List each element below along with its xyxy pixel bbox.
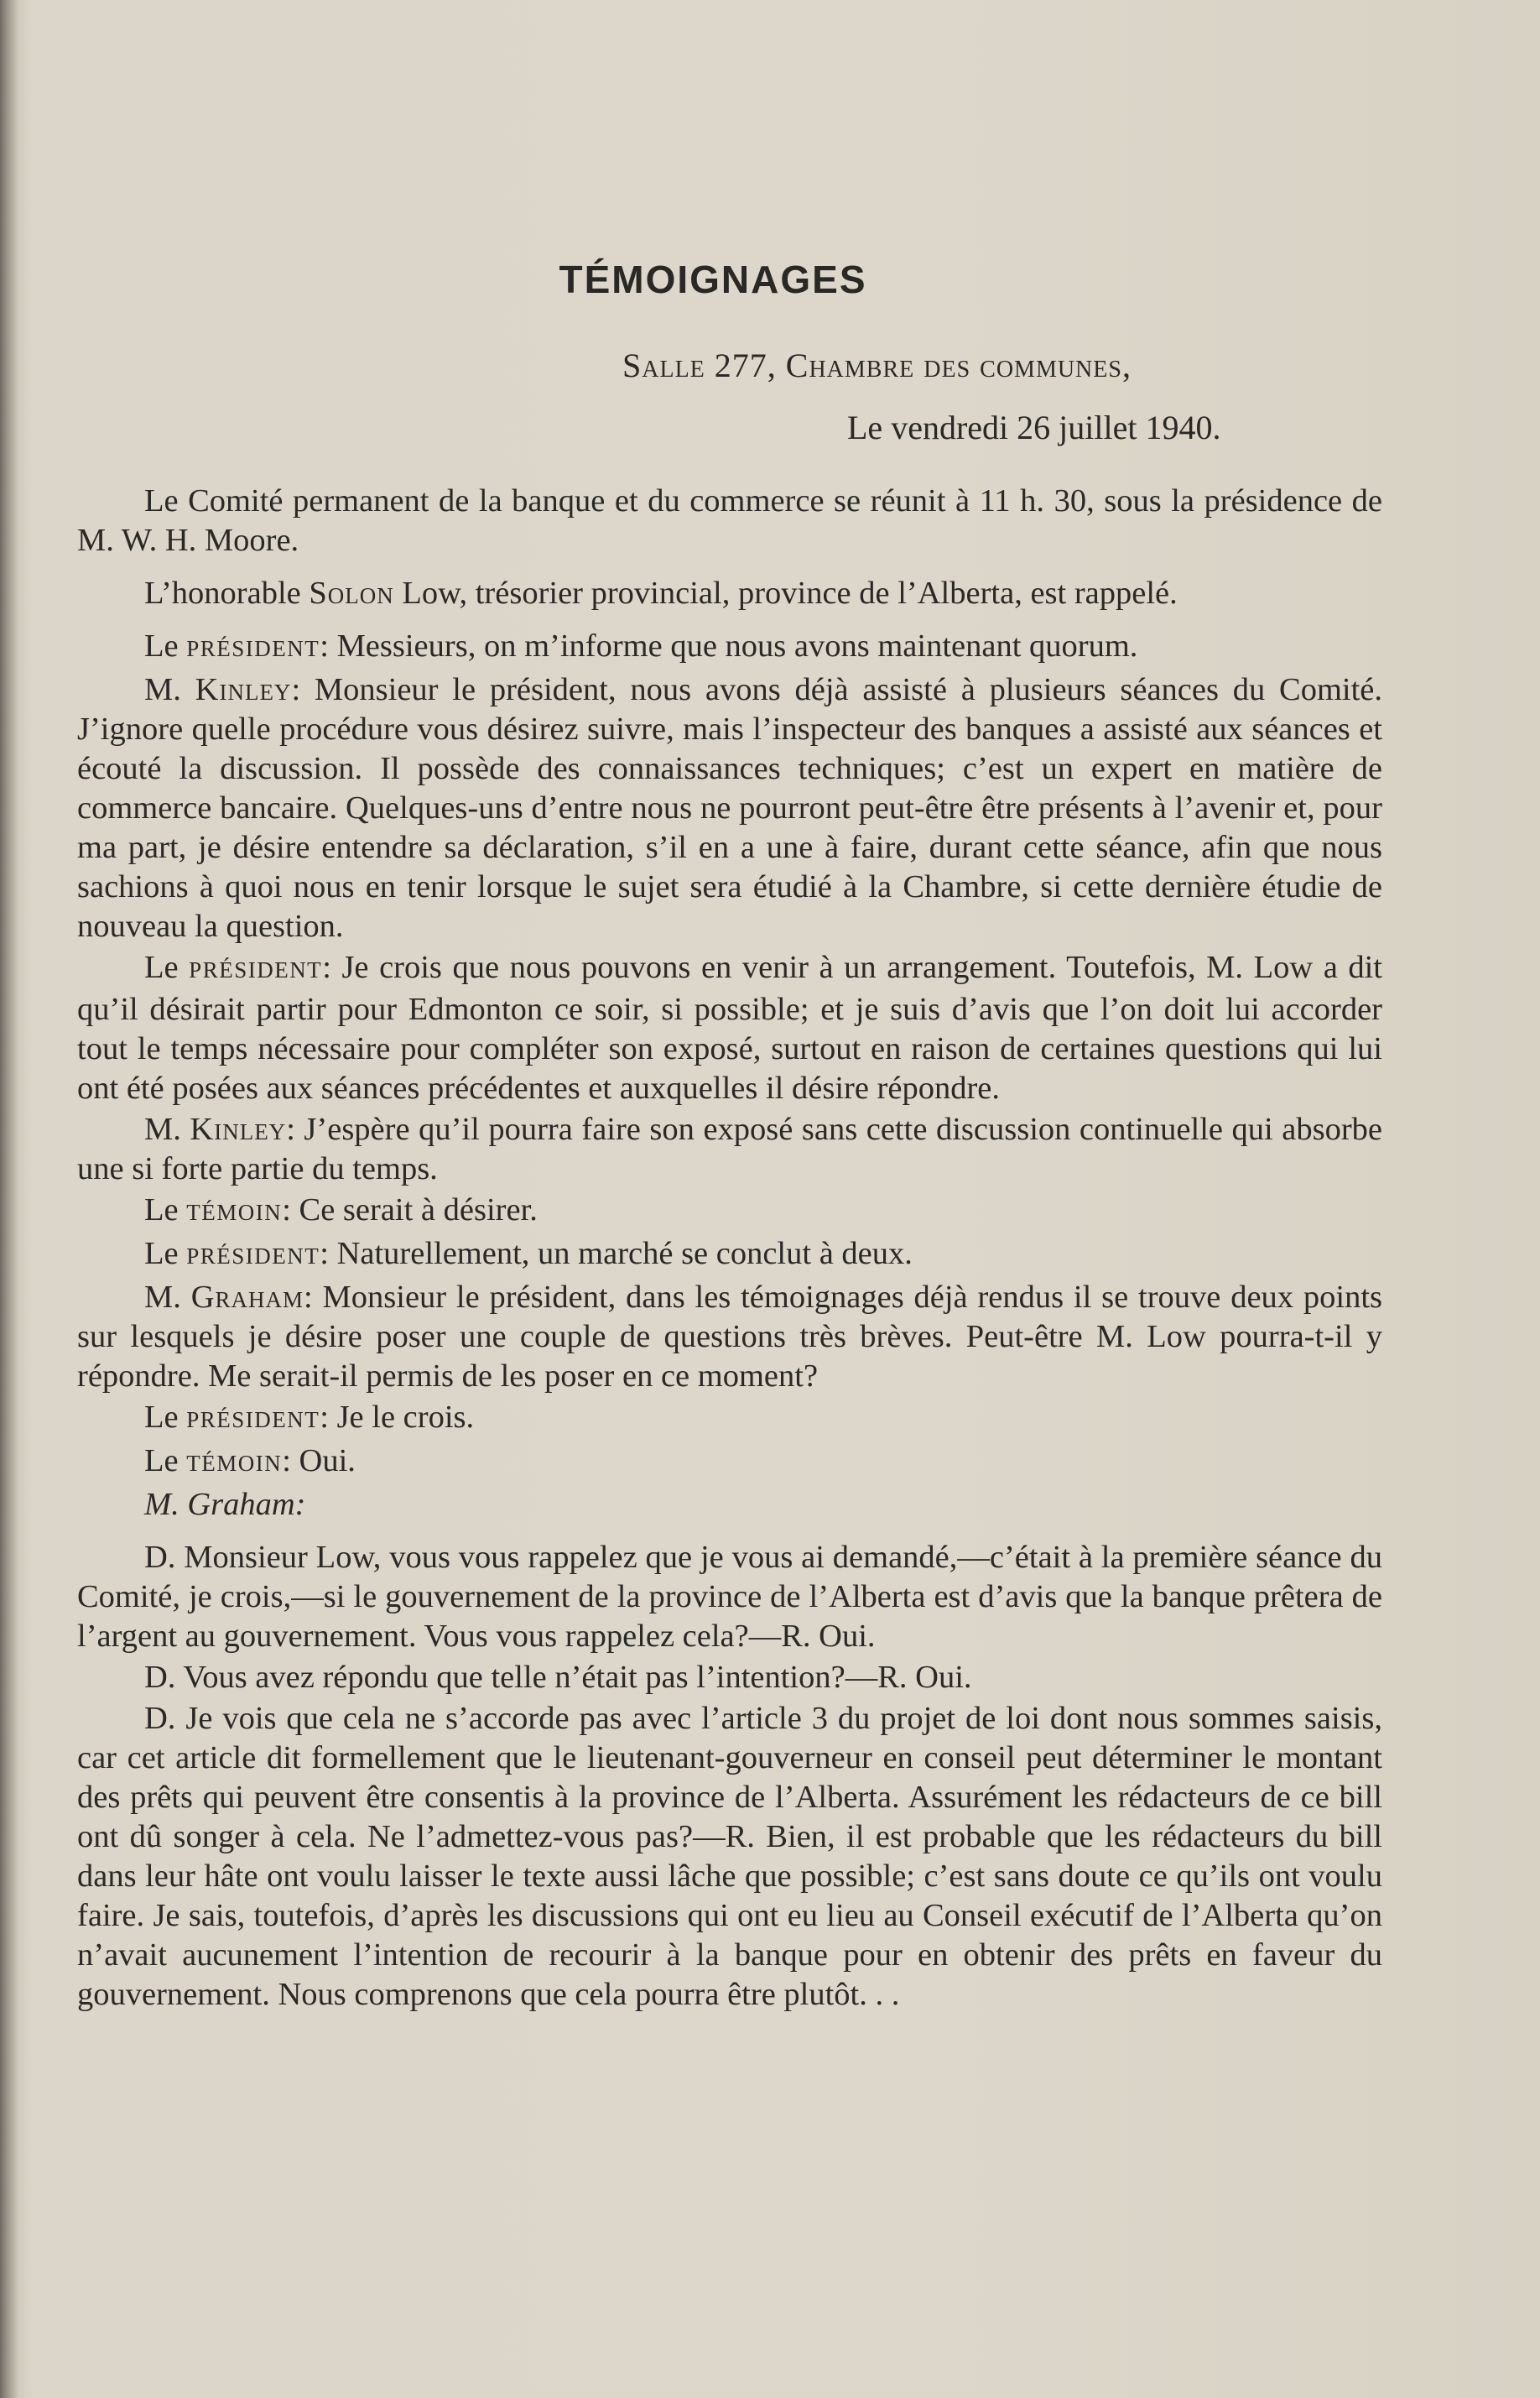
speech-text: : Naturellement, un marché se conclut à deux. bbox=[320, 1236, 913, 1271]
speech-text: : Je le crois. bbox=[320, 1400, 475, 1435]
paragraph bbox=[77, 482, 1382, 560]
speaker-paragraph bbox=[77, 948, 1382, 1108]
speech-text: : Messieurs, on m’informe que nous avons maintenant quorum. bbox=[320, 628, 1138, 664]
page-binding-edge bbox=[0, 0, 18, 2398]
speech-text: : J’espère qu’il pourra faire son exposé sans cette discussion continuelle qui absorbe une si forte partie du temps. bbox=[77, 1112, 1382, 1186]
speaker-name: PRÉSIDENT bbox=[186, 636, 320, 661]
speaker-name: TÉMOIN bbox=[186, 1200, 283, 1225]
paragraph-prefix: L’honorable bbox=[144, 576, 310, 611]
paragraph bbox=[77, 574, 1382, 613]
speech-text: : Monsieur le président, dans les témoignages déjà rendus il se trouve deux points sur lesquels je désire poser une couple de questions très brèves. Peut-être M. Low pourra-t-il y répondre. Me serait-il permis de les poser en ce moment? bbox=[77, 1280, 1382, 1394]
speaker-paragraph bbox=[77, 627, 1382, 669]
speaker-prefix: Le bbox=[144, 1192, 187, 1228]
speaker-name: TÉMOIN bbox=[186, 1451, 283, 1476]
meeting-place: Salle 277, Chambre des communes, bbox=[622, 347, 1132, 384]
speaker-prefix: Le bbox=[144, 1400, 187, 1435]
speaker-name: Kinley bbox=[190, 1112, 287, 1147]
speaker-prefix: Le bbox=[144, 1443, 187, 1478]
speech-text: : Ce serait à désirer. bbox=[282, 1192, 538, 1228]
paragraph-text: Le Comité permanent de la banque et du commerce se réunit à 11 h. 30, sous la présidence de M. W. H. Moore. bbox=[77, 483, 1382, 558]
speech-text: : Je crois que nous pouvons en venir à un arrangement. Toutefois, M. Low a dit qu’il désirait partir pour Edmonton ce soir, si possible; et je suis d’avis que l’on doit lui accorder tout le temps nécessaire pour compléter son exposé, surtout en raison de certaines questions qui lui ont été posées aux séances précédentes et auxquelles il désire répondre. bbox=[77, 950, 1383, 1106]
speaker-name: Kinley bbox=[195, 672, 292, 707]
speaker-prefix: Le bbox=[144, 1236, 187, 1271]
speaker-paragraph bbox=[77, 1234, 1382, 1276]
speaker-prefix: Le bbox=[144, 950, 190, 985]
speaker-prefix: M. bbox=[144, 672, 195, 707]
testimony-body bbox=[77, 482, 1382, 2016]
paragraph-text: Low, trésorier provincial, province de l’Alberta, est rappelé. bbox=[393, 576, 1178, 611]
speaker-name: PRÉSIDENT bbox=[186, 1243, 320, 1269]
speech-text: : Monsieur le président, nous avons déjà assisté à plusieurs séances du Comité. J’ignore quelle procédure vous désirez suivre, mais l’inspecteur des banques a assisté aux séances et écouté la discussion. Il possède des connaissances techniques; c’est un expert en matière de commerce bancaire. Quelques-uns d’entre nous ne pourront peut-être être présents à l’avenir et, pour ma part, je désire entendre sa déclaration, s’il en a une à faire, durant cette séance, afin que nous sachions à quoi nous en tenir lorsque le sujet sera étudié à la Chambre, si cette dernière étudie de nouveau la question. bbox=[77, 672, 1383, 944]
speaker-name: PRÉSIDENT bbox=[189, 957, 323, 983]
speaker-prefix: M. bbox=[144, 1280, 191, 1315]
person-name: Solon bbox=[309, 576, 394, 611]
speaker-prefix: M. bbox=[144, 1112, 190, 1147]
meeting-date: Le vendredi 26 juillet 1940. bbox=[847, 409, 1221, 446]
speaker-paragraph bbox=[77, 1441, 1382, 1483]
speaker-name: PRÉSIDENT bbox=[186, 1407, 320, 1432]
section-heading: TÉMOIGNAGES bbox=[559, 258, 867, 301]
speaker-paragraph bbox=[77, 1278, 1382, 1396]
examiner-heading: M. Graham: bbox=[144, 1487, 306, 1522]
speaker-prefix: Le bbox=[144, 628, 187, 664]
question-answer: D. Monsieur Low, vous vous rappelez que je vous ai demandé,—c’était à la première séance du Comité, je crois,—si le gouvernement de la province de l’Alberta est d’avis que la banque prêtera de l’argent au gouvernement. Vous vous rappelez cela?—R. Oui. bbox=[77, 1540, 1382, 1654]
speaker-paragraph bbox=[77, 1191, 1382, 1233]
question-answer: D. Vous avez répondu que telle n’était pas l’intention?—R. Oui. bbox=[144, 1660, 972, 1695]
speaker-paragraph bbox=[77, 1110, 1382, 1189]
speaker-paragraph bbox=[77, 1398, 1382, 1440]
speech-text: : Oui. bbox=[282, 1443, 356, 1478]
question-answer: D. Je vois que cela ne s’accorde pas avec l’article 3 du projet de loi dont nous sommes saisis, car cet article dit formellement que le lieutenant-gouverneur en conseil peut déterminer le montant des prêts qui peuvent être consentis à la province de l’Alberta. Assurément les rédacteurs de ce bill ont dû songer à cela. Ne l’admettez-vous pas?—R. Bien, il est probable que les rédacteurs du bill dans leur hâte ont voulu laisser le texte aussi lâche que possible; c’est sans doute ce qu’ils ont voulu faire. Je sais, toutefois, d’après les discussions qui ont eu lieu au Conseil exécutif de l’Alberta qu’on n’avait aucunement l’intention de recourir à la banque pour en obtenir des prêts en faveur du gouvernement. Nous comprenons que cela pourra être plutôt. . . bbox=[77, 1701, 1382, 2012]
speaker-name: Graham bbox=[190, 1280, 304, 1315]
speaker-paragraph bbox=[77, 670, 1382, 946]
